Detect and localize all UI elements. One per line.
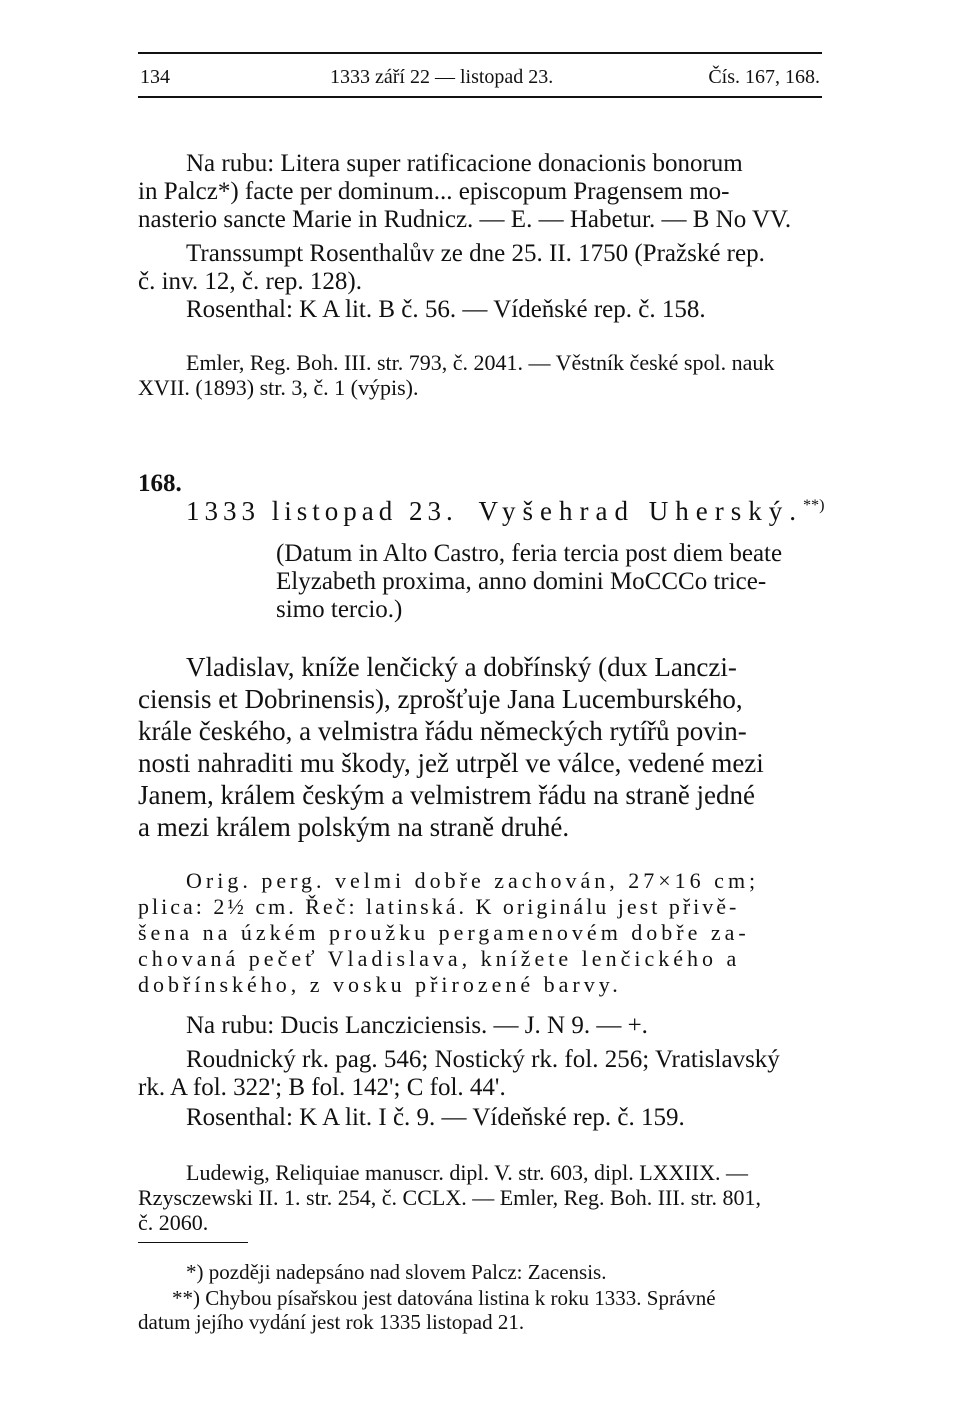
header-top-rule bbox=[138, 52, 822, 54]
regest-line: ciensis et Dobrinensis), zprošťuje Jana Lucemburského, bbox=[138, 684, 743, 714]
prev-literature-line: XVII. (1893) str. 3, č. 1 (výpis). bbox=[138, 375, 419, 400]
original-description-line: Orig. perg. velmi dobře zachován, 27×16 cm; bbox=[186, 868, 760, 893]
header-doc-numbers: Čís. 167, 168. bbox=[708, 66, 820, 88]
prev-transumpt-line: č. inv. 12, č. rep. 128). bbox=[138, 268, 363, 295]
heading-place: Vyšehrad Uherský. bbox=[478, 496, 803, 526]
dating-line: Elyzabeth proxima, anno domini MoCCCo trice- bbox=[276, 568, 767, 595]
copies-line: Roudnický rk. pag. 546; Nostický rk. fol. 256; Vratislavský bbox=[186, 1046, 780, 1073]
prev-literature-line: Emler, Reg. Boh. III. str. 793, č. 2041. — Věstník české spol. nauk bbox=[186, 350, 775, 375]
doc-heading bbox=[186, 496, 825, 527]
doc-number: 168. bbox=[138, 470, 182, 497]
footnote-text: Chybou písařskou jest datována listina k roku 1333. Správné bbox=[205, 1286, 716, 1310]
footnote-mark: **) bbox=[172, 1286, 200, 1310]
original-description-line: dobřínského, z vosku přirozené barvy. bbox=[138, 972, 622, 997]
verso-note: Na rubu: Ducis Lancziciensis. — J. N 9. — +. bbox=[186, 1012, 648, 1039]
copies-line: rk. A fol. 322'; B fol. 142'; C fol. 44'. bbox=[138, 1074, 506, 1101]
dating-line: (Datum in Alto Castro, feria tercia post diem beate bbox=[276, 540, 783, 567]
literature-line: Ludewig, Reliquiae manuscr. dipl. V. str. 603, dipl. LXXIIX. — bbox=[186, 1160, 748, 1185]
header-bottom-rule bbox=[138, 96, 822, 98]
prev-rosenthal: Rosenthal: K A lit. B č. 56. — Vídeňské rep. č. 158. bbox=[186, 296, 706, 323]
page-number: 134 bbox=[140, 66, 170, 88]
footnote-mark: *) bbox=[186, 1260, 204, 1284]
regest-line: krále českého, a velmistra řádu německých rytířů povin- bbox=[138, 716, 747, 746]
dating-line: simo tercio.) bbox=[276, 596, 403, 623]
footnote-continuation: datum jejího vydání jest rok 1335 listopad 21. bbox=[138, 1310, 525, 1334]
footnote bbox=[172, 1286, 716, 1311]
prev-verso-line: Na rubu: Litera super ratificacione donacionis bonorum bbox=[186, 150, 743, 177]
heading-date: 1333 listopad 23. bbox=[186, 496, 458, 526]
footnote-text: později nadepsáno nad slovem Palcz: Zacensis. bbox=[208, 1260, 607, 1284]
regest-line: a mezi králem polským na straně druhé. bbox=[138, 812, 570, 842]
literature-line: Rzysczewski II. 1. str. 254, č. CCLX. — Emler, Reg. Boh. III. str. 801, bbox=[138, 1185, 761, 1210]
heading-footnote-mark: **) bbox=[802, 496, 825, 514]
footnote bbox=[186, 1260, 606, 1285]
rosenthal-note: Rosenthal: K A lit. I č. 9. — Vídeňské rep. č. 159. bbox=[186, 1104, 685, 1131]
original-description-line: plica: 2½ cm. Řeč: latinská. K originálu jest přivě- bbox=[138, 894, 740, 919]
prev-verso-line: nasterio sancte Marie in Rudnicz. — E. — Habetur. — B No VV. bbox=[138, 206, 792, 233]
literature-line: č. 2060. bbox=[138, 1210, 209, 1235]
footnote-rule bbox=[138, 1242, 248, 1243]
regest-line: Janem, králem českým a velmistrem řádu na straně jedné bbox=[138, 780, 756, 810]
prev-verso-line: in Palcz*) facte per dominum... episcopum Pragensem mo- bbox=[138, 178, 730, 205]
header-date-range: 1333 září 22 — listopad 23. bbox=[330, 66, 554, 88]
regest-line: nosti nahraditi mu škody, jež utrpěl ve válce, vedené mezi bbox=[138, 748, 764, 778]
original-description-line: chovaná pečeť Vladislava, knížete lenčického a bbox=[138, 946, 741, 971]
regest-line: Vladislav, kníže lenčický a dobřínský (dux Lanczi- bbox=[186, 652, 737, 682]
prev-transumpt-line: Transsumpt Rosenthalův ze dne 25. II. 1750 (Pražské rep. bbox=[186, 240, 765, 267]
original-description-line: šena na úzkém proužku pergamenovém dobře za- bbox=[138, 920, 750, 945]
